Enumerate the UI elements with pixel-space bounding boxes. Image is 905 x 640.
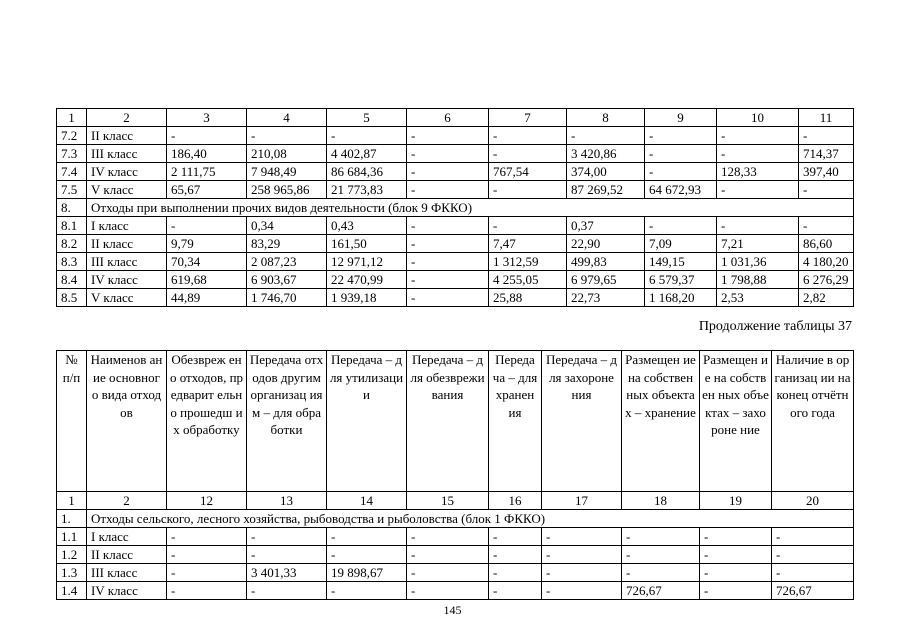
table-cell: 22 470,99 <box>327 271 407 289</box>
page-number: 145 <box>443 603 462 617</box>
column-number: 19 <box>700 492 772 510</box>
table-cell: 767,54 <box>489 163 567 181</box>
table-cell: 149,15 <box>645 253 717 271</box>
column-number: 7 <box>489 109 567 127</box>
table-cell: - <box>407 253 489 271</box>
table-cell: - <box>622 564 700 582</box>
table-cell: II класс <box>87 127 167 145</box>
table-cell: - <box>700 564 772 582</box>
table-cell: 726,67 <box>622 582 700 600</box>
table-cell: - <box>327 582 407 600</box>
table-cell: 2 087,23 <box>247 253 327 271</box>
table-cell: - <box>717 217 799 235</box>
table-cell: 726,67 <box>772 582 854 600</box>
table-cell: 128,33 <box>717 163 799 181</box>
table-cell: - <box>542 582 622 600</box>
table-cell: - <box>622 546 700 564</box>
table-cell: 83,29 <box>247 235 327 253</box>
table-cell: 21 773,83 <box>327 181 407 199</box>
column-number: 20 <box>772 492 854 510</box>
table-cell: IV класс <box>87 582 167 600</box>
table-cell: - <box>167 582 247 600</box>
table-cell: 64 672,93 <box>645 181 717 199</box>
table-cell: - <box>407 145 489 163</box>
table-cell: - <box>167 127 247 145</box>
table-cell: - <box>622 528 700 546</box>
table-cell: - <box>167 546 247 564</box>
table-cell: 1.3 <box>57 564 87 582</box>
table-row <box>57 564 854 582</box>
table-cell: IV класс <box>87 163 167 181</box>
table-cell: III класс <box>87 145 167 163</box>
table-cell: - <box>799 217 854 235</box>
table-cell: - <box>247 127 327 145</box>
table-cell: - <box>167 217 247 235</box>
column-number: 18 <box>622 492 700 510</box>
table-cell: - <box>645 163 717 181</box>
table-cell: - <box>799 181 854 199</box>
table-cell: 1.1 <box>57 528 87 546</box>
table-cell: 1.4 <box>57 582 87 600</box>
column-header: Передача – для обезврежи вания <box>407 351 489 492</box>
table-cell: 1.2 <box>57 546 87 564</box>
table-cell: 86 684,36 <box>327 163 407 181</box>
table-cell: - <box>772 546 854 564</box>
column-number: 1 <box>57 492 87 510</box>
table-cell: - <box>645 145 717 163</box>
column-number: 10 <box>717 109 799 127</box>
section-number: 1. <box>57 510 87 528</box>
table-cell: - <box>489 145 567 163</box>
table-cell: 258 965,86 <box>247 181 327 199</box>
table-cell: 1 168,20 <box>645 289 717 307</box>
table-cell: 3 401,33 <box>247 564 327 582</box>
column-header: Обезвреж ено отходов, предварит ельно прошедш их обработку <box>167 351 247 492</box>
table-cell: - <box>407 564 489 582</box>
table-row <box>57 163 854 181</box>
table-cell: 87 269,52 <box>567 181 645 199</box>
table-cell: - <box>542 564 622 582</box>
column-header: № п/п <box>57 351 87 492</box>
table-cell: 1 312,59 <box>489 253 567 271</box>
table-cell: 8.1 <box>57 217 87 235</box>
table-cell: - <box>407 127 489 145</box>
column-header: Размещен ие на собствен ных объектах – хранение <box>622 351 700 492</box>
table-cell: - <box>717 127 799 145</box>
table-cell: 7.5 <box>57 181 87 199</box>
table-row <box>57 253 854 271</box>
table-cell: - <box>167 528 247 546</box>
table-cell: 6 979,65 <box>567 271 645 289</box>
table-cell: 499,83 <box>567 253 645 271</box>
column-number: 2 <box>87 492 167 510</box>
table-row <box>57 235 854 253</box>
column-number: 4 <box>247 109 327 127</box>
table-cell: IV класс <box>87 271 167 289</box>
table-cell: 6 579,37 <box>645 271 717 289</box>
table-cell: 4 180,20 <box>799 253 854 271</box>
table-cell: 19 898,67 <box>327 564 407 582</box>
section-row <box>57 510 854 528</box>
table-cell: 8.4 <box>57 271 87 289</box>
table-row <box>57 217 854 235</box>
table-cell: - <box>327 127 407 145</box>
table-cell: 7,47 <box>489 235 567 253</box>
table-cell: - <box>407 181 489 199</box>
table-cell: - <box>645 217 717 235</box>
header-row <box>57 109 854 127</box>
data-table-bottom <box>56 350 854 600</box>
column-header: Передача – для захороне ния <box>542 351 622 492</box>
table-cell: - <box>489 181 567 199</box>
table-cell: 7.3 <box>57 145 87 163</box>
table-cell: 397,40 <box>799 163 854 181</box>
table-cell: - <box>542 528 622 546</box>
table-cell: 22,90 <box>567 235 645 253</box>
table-cell: 86,60 <box>799 235 854 253</box>
table-cell: I класс <box>87 528 167 546</box>
table-cell: - <box>407 271 489 289</box>
table-cell: - <box>542 546 622 564</box>
table-cell: - <box>327 528 407 546</box>
section-number: 8. <box>57 199 87 217</box>
table-row <box>57 145 854 163</box>
table-cell: 619,68 <box>167 271 247 289</box>
table-cell: - <box>407 582 489 600</box>
table-cell: III класс <box>87 253 167 271</box>
table-cell: 44,89 <box>167 289 247 307</box>
table-cell: 8.5 <box>57 289 87 307</box>
column-header: Передача отходов другим организац иям – для обработки <box>247 351 327 492</box>
table-row <box>57 271 854 289</box>
table-cell: - <box>407 528 489 546</box>
table-cell: 4 255,05 <box>489 271 567 289</box>
table-cell: 3 420,86 <box>567 145 645 163</box>
section-title: Отходы сельского, лесного хозяйства, рыбоводства и рыболовства (блок 1 ФККО) <box>87 510 854 528</box>
table-cell: - <box>247 546 327 564</box>
table-cell: 8.2 <box>57 235 87 253</box>
column-number: 1 <box>57 109 87 127</box>
table-cell: 161,50 <box>327 235 407 253</box>
table-cell: - <box>327 546 407 564</box>
table-cell: - <box>489 564 542 582</box>
table-cell: 0,37 <box>567 217 645 235</box>
table-cell: 7 948,49 <box>247 163 327 181</box>
table-cell: 7.2 <box>57 127 87 145</box>
table-cell: 7,21 <box>717 235 799 253</box>
table-cell: 9,79 <box>167 235 247 253</box>
table-row <box>57 289 854 307</box>
table-cell: II класс <box>87 546 167 564</box>
data-table-top <box>56 108 854 307</box>
table-cell: I класс <box>87 217 167 235</box>
table-cell: 7.4 <box>57 163 87 181</box>
table-cell: - <box>772 564 854 582</box>
table-cell: 2,82 <box>799 289 854 307</box>
table-cell: - <box>407 546 489 564</box>
column-number: 3 <box>167 109 247 127</box>
table-continuation-caption: Продолжение таблицы 37 <box>698 319 852 334</box>
column-number: 14 <box>327 492 407 510</box>
table-cell: 374,00 <box>567 163 645 181</box>
column-header-row <box>57 351 854 492</box>
column-number: 6 <box>407 109 489 127</box>
table-cell: - <box>567 127 645 145</box>
table-cell: 0,43 <box>327 217 407 235</box>
table-cell: 1 031,36 <box>717 253 799 271</box>
table-cell: - <box>717 145 799 163</box>
table-cell: 1 939,18 <box>327 289 407 307</box>
table-cell: 7,09 <box>645 235 717 253</box>
table-cell: 8.3 <box>57 253 87 271</box>
table-cell: II класс <box>87 235 167 253</box>
table-cell: - <box>799 127 854 145</box>
table-cell: - <box>717 181 799 199</box>
table-cell: 6 903,67 <box>247 271 327 289</box>
table-cell: - <box>700 546 772 564</box>
column-header: Размещен ие на собствен ных объектах – захороне ние <box>700 351 772 492</box>
column-number: 15 <box>407 492 489 510</box>
column-number: 5 <box>327 109 407 127</box>
column-number: 17 <box>542 492 622 510</box>
column-number: 16 <box>489 492 542 510</box>
table-cell: 4 402,87 <box>327 145 407 163</box>
table-cell: 6 276,29 <box>799 271 854 289</box>
table-cell: - <box>247 582 327 600</box>
table-cell: - <box>407 235 489 253</box>
column-header: Переда ча – для хранен ия <box>489 351 542 492</box>
table-row <box>57 582 854 600</box>
column-number: 8 <box>567 109 645 127</box>
table-cell: - <box>700 582 772 600</box>
table-cell: V класс <box>87 181 167 199</box>
column-number: 2 <box>87 109 167 127</box>
table-row <box>57 528 854 546</box>
column-number: 12 <box>167 492 247 510</box>
table-cell: 22,73 <box>567 289 645 307</box>
table-cell: - <box>489 582 542 600</box>
table-cell: 12 971,12 <box>327 253 407 271</box>
table-cell: 714,37 <box>799 145 854 163</box>
table-cell: - <box>247 528 327 546</box>
table-cell: - <box>772 528 854 546</box>
table-cell: - <box>407 163 489 181</box>
table-cell: - <box>700 528 772 546</box>
column-number: 9 <box>645 109 717 127</box>
table-cell: - <box>645 127 717 145</box>
column-header: Наличие в организац ии на конец отчётного года <box>772 351 854 492</box>
table-cell: - <box>167 564 247 582</box>
table-row <box>57 546 854 564</box>
section-row <box>57 199 854 217</box>
column-number: 11 <box>799 109 854 127</box>
table-cell: - <box>489 127 567 145</box>
table-cell: 65,67 <box>167 181 247 199</box>
table-cell: III класс <box>87 564 167 582</box>
table-cell: 2 111,75 <box>167 163 247 181</box>
table-cell: 25,88 <box>489 289 567 307</box>
table-cell: - <box>407 217 489 235</box>
table-cell: - <box>489 217 567 235</box>
column-header: Наименов ание основног о вида отходов <box>87 351 167 492</box>
column-number-row <box>57 492 854 510</box>
table-cell: - <box>489 528 542 546</box>
column-header: Передача – для утилизаци и <box>327 351 407 492</box>
table-cell: 186,40 <box>167 145 247 163</box>
column-number: 13 <box>247 492 327 510</box>
table-cell: 210,08 <box>247 145 327 163</box>
table-row <box>57 181 854 199</box>
table-cell: V класс <box>87 289 167 307</box>
table-cell: 2,53 <box>717 289 799 307</box>
table-cell: 1 746,70 <box>247 289 327 307</box>
table-cell: 1 798,88 <box>717 271 799 289</box>
table-cell: 70,34 <box>167 253 247 271</box>
table-cell: - <box>407 289 489 307</box>
table-row <box>57 127 854 145</box>
table-cell: - <box>489 546 542 564</box>
table-cell: 0,34 <box>247 217 327 235</box>
section-title: Отходы при выполнении прочих видов деятельности (блок 9 ФККО) <box>87 199 854 217</box>
